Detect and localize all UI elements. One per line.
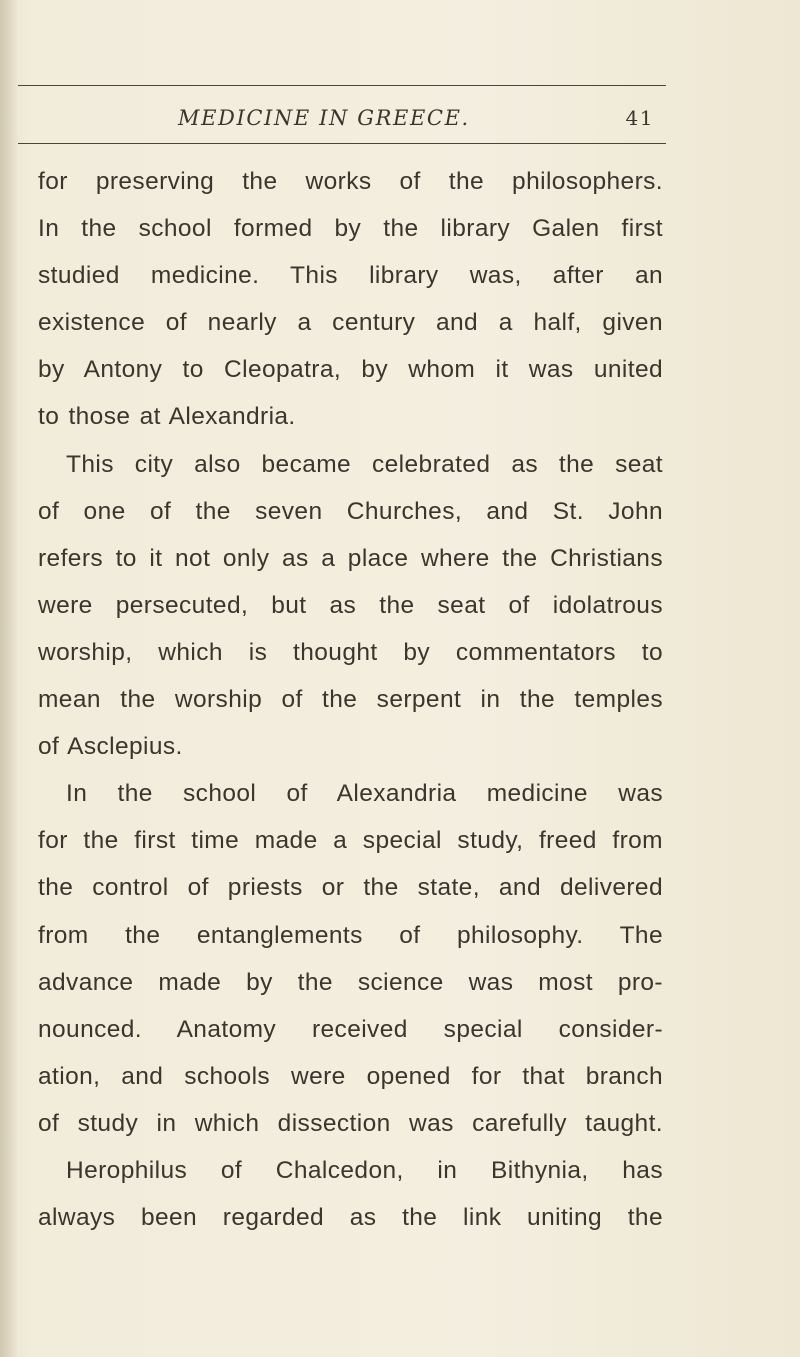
text-line: for the first time made a special study, freed from — [38, 827, 663, 855]
gutter-shadow — [0, 0, 18, 1357]
text-line: refers to it not only as a place where the Christians — [38, 544, 663, 572]
running-title: MEDICINE IN GREECE. — [178, 106, 470, 130]
text-line: Herophilus of Chalcedon, in Bithynia, has — [66, 1156, 663, 1184]
text-line: mean the worship of the serpent in the temples — [38, 686, 663, 714]
header-rule-bottom — [18, 143, 666, 144]
text-line: In the school of Alexandria medicine was — [66, 780, 663, 808]
text-line: existence of nearly a century and a half, given — [38, 309, 663, 337]
text-line: were persecuted, but as the seat of idolatrous — [38, 591, 663, 619]
text-line: by Antony to Cleopatra, by whom it was united — [38, 356, 663, 384]
text-line: studied medicine. This library was, after an — [38, 262, 663, 290]
page-number: 41 — [625, 106, 654, 130]
text-line: for preserving the works of the philosophers. — [38, 168, 663, 195]
text-line: advance made by the science was most pro- — [38, 968, 663, 996]
text-line: ation, and schools were opened for that branch — [38, 1062, 663, 1090]
text-line: In the school formed by the library Galen first — [38, 215, 663, 243]
text-line: of Asclepius. — [38, 733, 183, 761]
text-line: nounced. Anatomy received special consider- — [38, 1015, 663, 1043]
text-line: of study in which dissection was carefully taught. — [38, 1109, 663, 1137]
text-line: of one of the seven Churches, and St. John — [38, 497, 663, 525]
text-line: This city also became celebrated as the seat — [66, 450, 663, 478]
text-line: the control of priests or the state, and delivered — [38, 874, 663, 902]
header-rule-top — [18, 85, 666, 86]
running-head — [18, 98, 666, 138]
body-text — [38, 158, 663, 1241]
text-line: to those at Alexandria. — [38, 403, 296, 431]
text-line: worship, which is thought by commentators to — [38, 638, 663, 666]
text-line: from the entanglements of philosophy. The — [38, 921, 663, 949]
text-line: always been regarded as the link uniting the — [38, 1204, 663, 1232]
